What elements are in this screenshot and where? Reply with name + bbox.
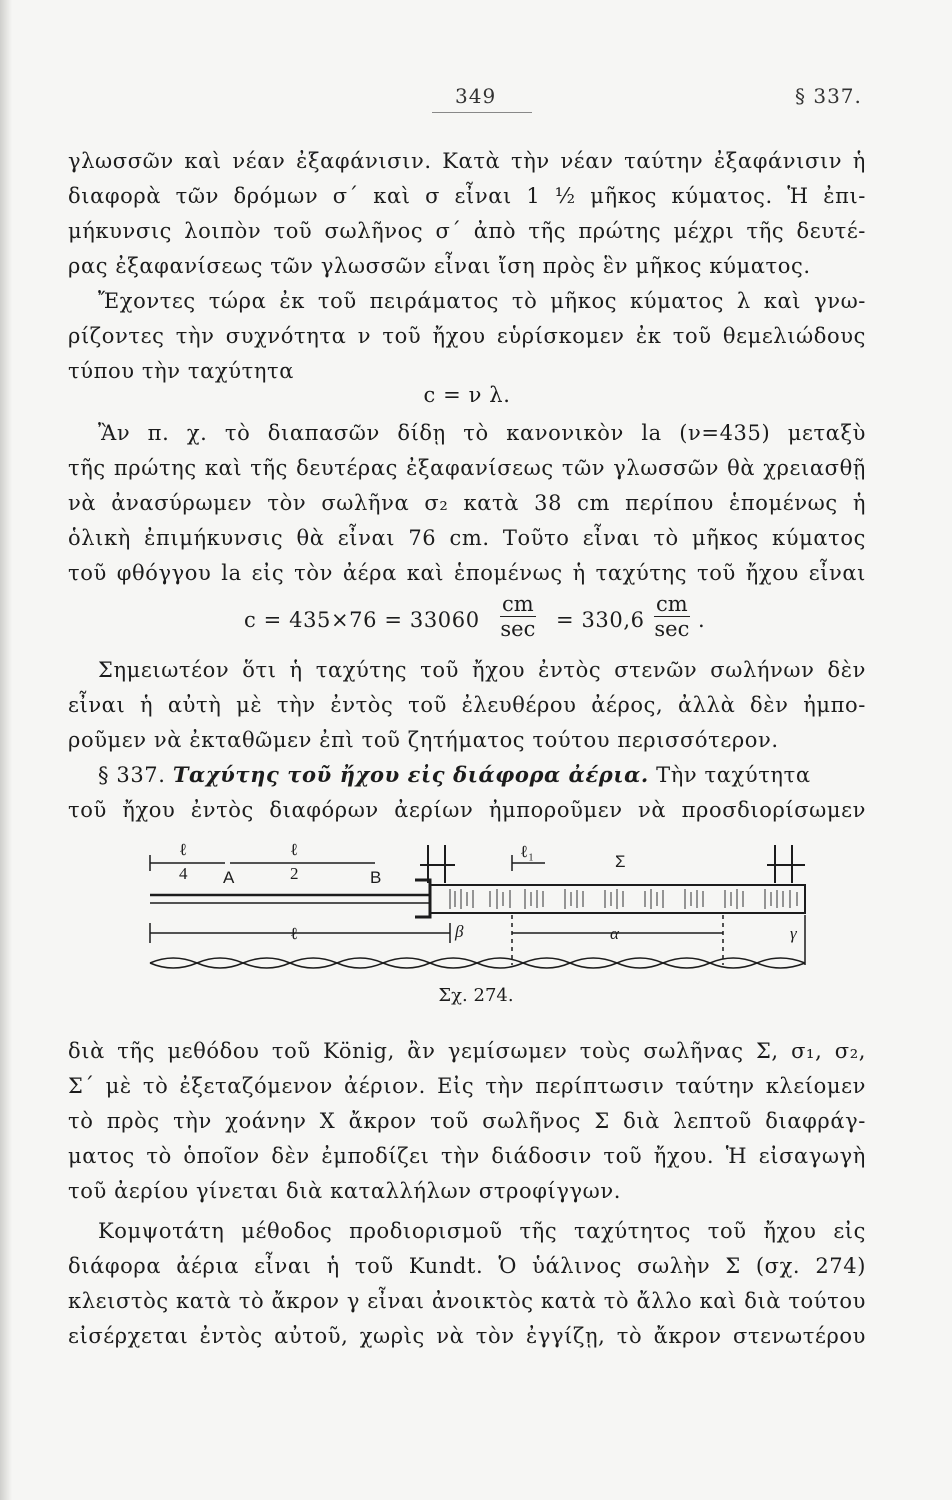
- label-gamma: γ: [790, 924, 797, 943]
- label-B: B: [370, 868, 382, 887]
- page-number: 349: [455, 84, 497, 108]
- figure-caption: Σχ. 274.: [438, 985, 514, 1006]
- right-stand: [767, 845, 805, 883]
- page-edge-shadow: [0, 0, 12, 1500]
- label-l1: ℓ₁: [520, 842, 535, 861]
- label-l4-num: ℓ: [179, 840, 188, 859]
- text-line: τύπου τὴν ταχύτητα: [68, 359, 294, 383]
- text-line: Σ΄ μὲ τὸ ἐξεταζόμενον ἀέριον. Εἰς τὴν περίπτωσιν ταύτην κλείομεν: [68, 1074, 866, 1098]
- text-line: ὁλικὴ ἐπιμήκυνσις θὰ εἶναι 76 cm. Τοῦτο εἶναι τὸ μῆκος κύματος: [68, 526, 866, 550]
- text-line: διὰ τῆς μεθόδου τοῦ König, ἂν γεμίσωμεν τοὺς σωλῆνας Σ, σ₁, σ₂,: [68, 1039, 866, 1063]
- text-line: μήκυνσις λοιπὸν τοῦ σωλῆνος σ΄ ἀπὸ τῆς πρώτης μέχρι τῆς δευτέ-: [68, 219, 866, 243]
- unit-fraction-2: [654, 592, 690, 641]
- text-line: τοῦ φθόγγου la εἰς τὸν ἀέρα καὶ ἑπομένως ἡ ταχύτης τοῦ ἤχου εἶναι: [68, 561, 866, 585]
- label-A: A: [223, 868, 235, 887]
- formula-end: .: [698, 608, 706, 632]
- text-line: Ἂν π. χ. τὸ διαπασῶν δίδῃ τὸ κανονικὸν la (ν=435) μεταξὺ: [98, 421, 866, 445]
- kundt-tube-figure: [145, 835, 815, 995]
- text-line: ρας ἐξαφανίσεως τῶν γλωσσῶν εἶναι ἴση πρὸς ἓν μῆκος κύματος.: [68, 254, 811, 278]
- text-line: νὰ ἀνασύρωμεν τὸν σωλῆνα σ₂ κατὰ 38 cm περίπου ἑπομένως ἡ: [68, 491, 866, 515]
- text-line: κλειστὸς κατὰ τὸ ἄκρον γ εἶναι ἀνοικτὸς κατὰ τὸ ἄλλο καὶ διὰ τούτου: [68, 1289, 866, 1313]
- label-l2-num: ℓ: [290, 840, 299, 859]
- dust-pattern: [450, 889, 797, 909]
- text-line: τοῦ ἀερίου γίνεται διὰ καταλλήλων στροφίγγων.: [68, 1179, 622, 1203]
- section-title: Ταχύτης τοῦ ἤχου εἰς διάφορα ἀέρια.: [172, 762, 649, 787]
- header-rule: [432, 112, 532, 113]
- label-beta: β: [455, 922, 464, 941]
- text-line: γλωσσῶν καὶ νέαν ἐξαφάνισιν. Κατὰ τὴν νέαν ταύτην ἐξαφάνισιν ἡ: [68, 149, 866, 173]
- unit-numerator: cm: [502, 592, 534, 616]
- standing-wave-bottom: [150, 958, 805, 968]
- clamp-bracket: [415, 880, 430, 917]
- label-l4-den: 4: [179, 864, 188, 883]
- label-l: ℓ: [290, 924, 299, 943]
- formula-lhs: c = 435×76 = 33060: [244, 608, 480, 632]
- unit-denominator: sec: [500, 617, 536, 641]
- text-line: διαφορὰ τῶν δρόμων σ΄ καὶ σ εἶναι 1 ½ μῆκος κύματος. Ἡ ἐπι-: [68, 184, 866, 208]
- label-alpha: α: [610, 924, 619, 943]
- text-line: Σημειωτέον ὅτι ἡ ταχύτης τοῦ ἤχου ἐντὸς στενῶν σωλήνων δὲν: [98, 658, 866, 682]
- formula-c-nu-lambda: c = ν λ.: [423, 383, 511, 407]
- unit-fraction-1: [500, 592, 536, 641]
- section-text: Τὴν ταχύτητα: [656, 763, 811, 787]
- text-line: ροῦμεν νὰ ἐκταθῶμεν ἐπὶ τοῦ ζητήματος τούτου περισσότερον.: [68, 728, 779, 752]
- left-stand: [420, 845, 455, 883]
- text-line: ματος τὸ ὁποῖον δὲν ἐμποδίζει τὴν διάδοσιν τοῦ ἤχου. Ἡ εἰσαγωγὴ: [68, 1144, 866, 1168]
- label-Sigma: Σ: [615, 852, 626, 871]
- text-line: τῆς πρώτης καὶ τῆς δευτέρας ἐξαφανίσεως τῶν γλωσσῶν θὰ χρειασθῇ: [68, 456, 866, 480]
- text-line: τὸ πρὸς τὴν χοάνην Χ ἄκρον τοῦ σωλῆνος Σ διὰ λεπτοῦ διαφράγ-: [68, 1109, 866, 1133]
- text-line: εἰσέρχεται ἐντὸς αὐτοῦ, χωρὶς νὰ τὸν ἐγγίζῃ, τὸ ἄκρον στενωτέρου: [68, 1324, 866, 1348]
- unit-numerator: cm: [656, 592, 688, 616]
- section-heading-line: [98, 760, 866, 790]
- unit-denominator: sec: [654, 617, 690, 641]
- text-line: Ἔχοντες τώρα ἐκ τοῦ πειράματος τὸ μῆκος κύματος λ καὶ γνω-: [98, 289, 866, 313]
- text-line: Κομψοτάτη μέθοδος προδιορισμοῦ τῆς ταχύτητος τοῦ ἤχου εἰς: [98, 1219, 866, 1243]
- running-section: § 337.: [795, 84, 862, 108]
- text-line: εἶναι ἡ αὐτὴ μὲ τὴν ἐντὸς τοῦ ἐλευθέρου ἀέρος, ἀλλὰ δὲν ἠμπο-: [68, 693, 866, 717]
- label-l2-den: 2: [290, 864, 299, 883]
- text-line: τοῦ ἤχου ἐντὸς διαφόρων ἀερίων ἠμποροῦμεν νὰ προσδιορίσωμεν: [68, 798, 866, 822]
- text-line: διάφορα ἀέρια εἶναι ἡ τοῦ Kundt. Ὁ ὑάλινος σωλὴν Σ (σχ. 274): [68, 1254, 866, 1278]
- formula-mid: = 330,6: [556, 608, 645, 632]
- section-number: § 337.: [98, 763, 166, 787]
- text-line: ρίζοντες τὴν συχνότητα ν τοῦ ἤχου εὑρίσκομεν ἐκ τοῦ θεμελιώδους: [68, 324, 866, 348]
